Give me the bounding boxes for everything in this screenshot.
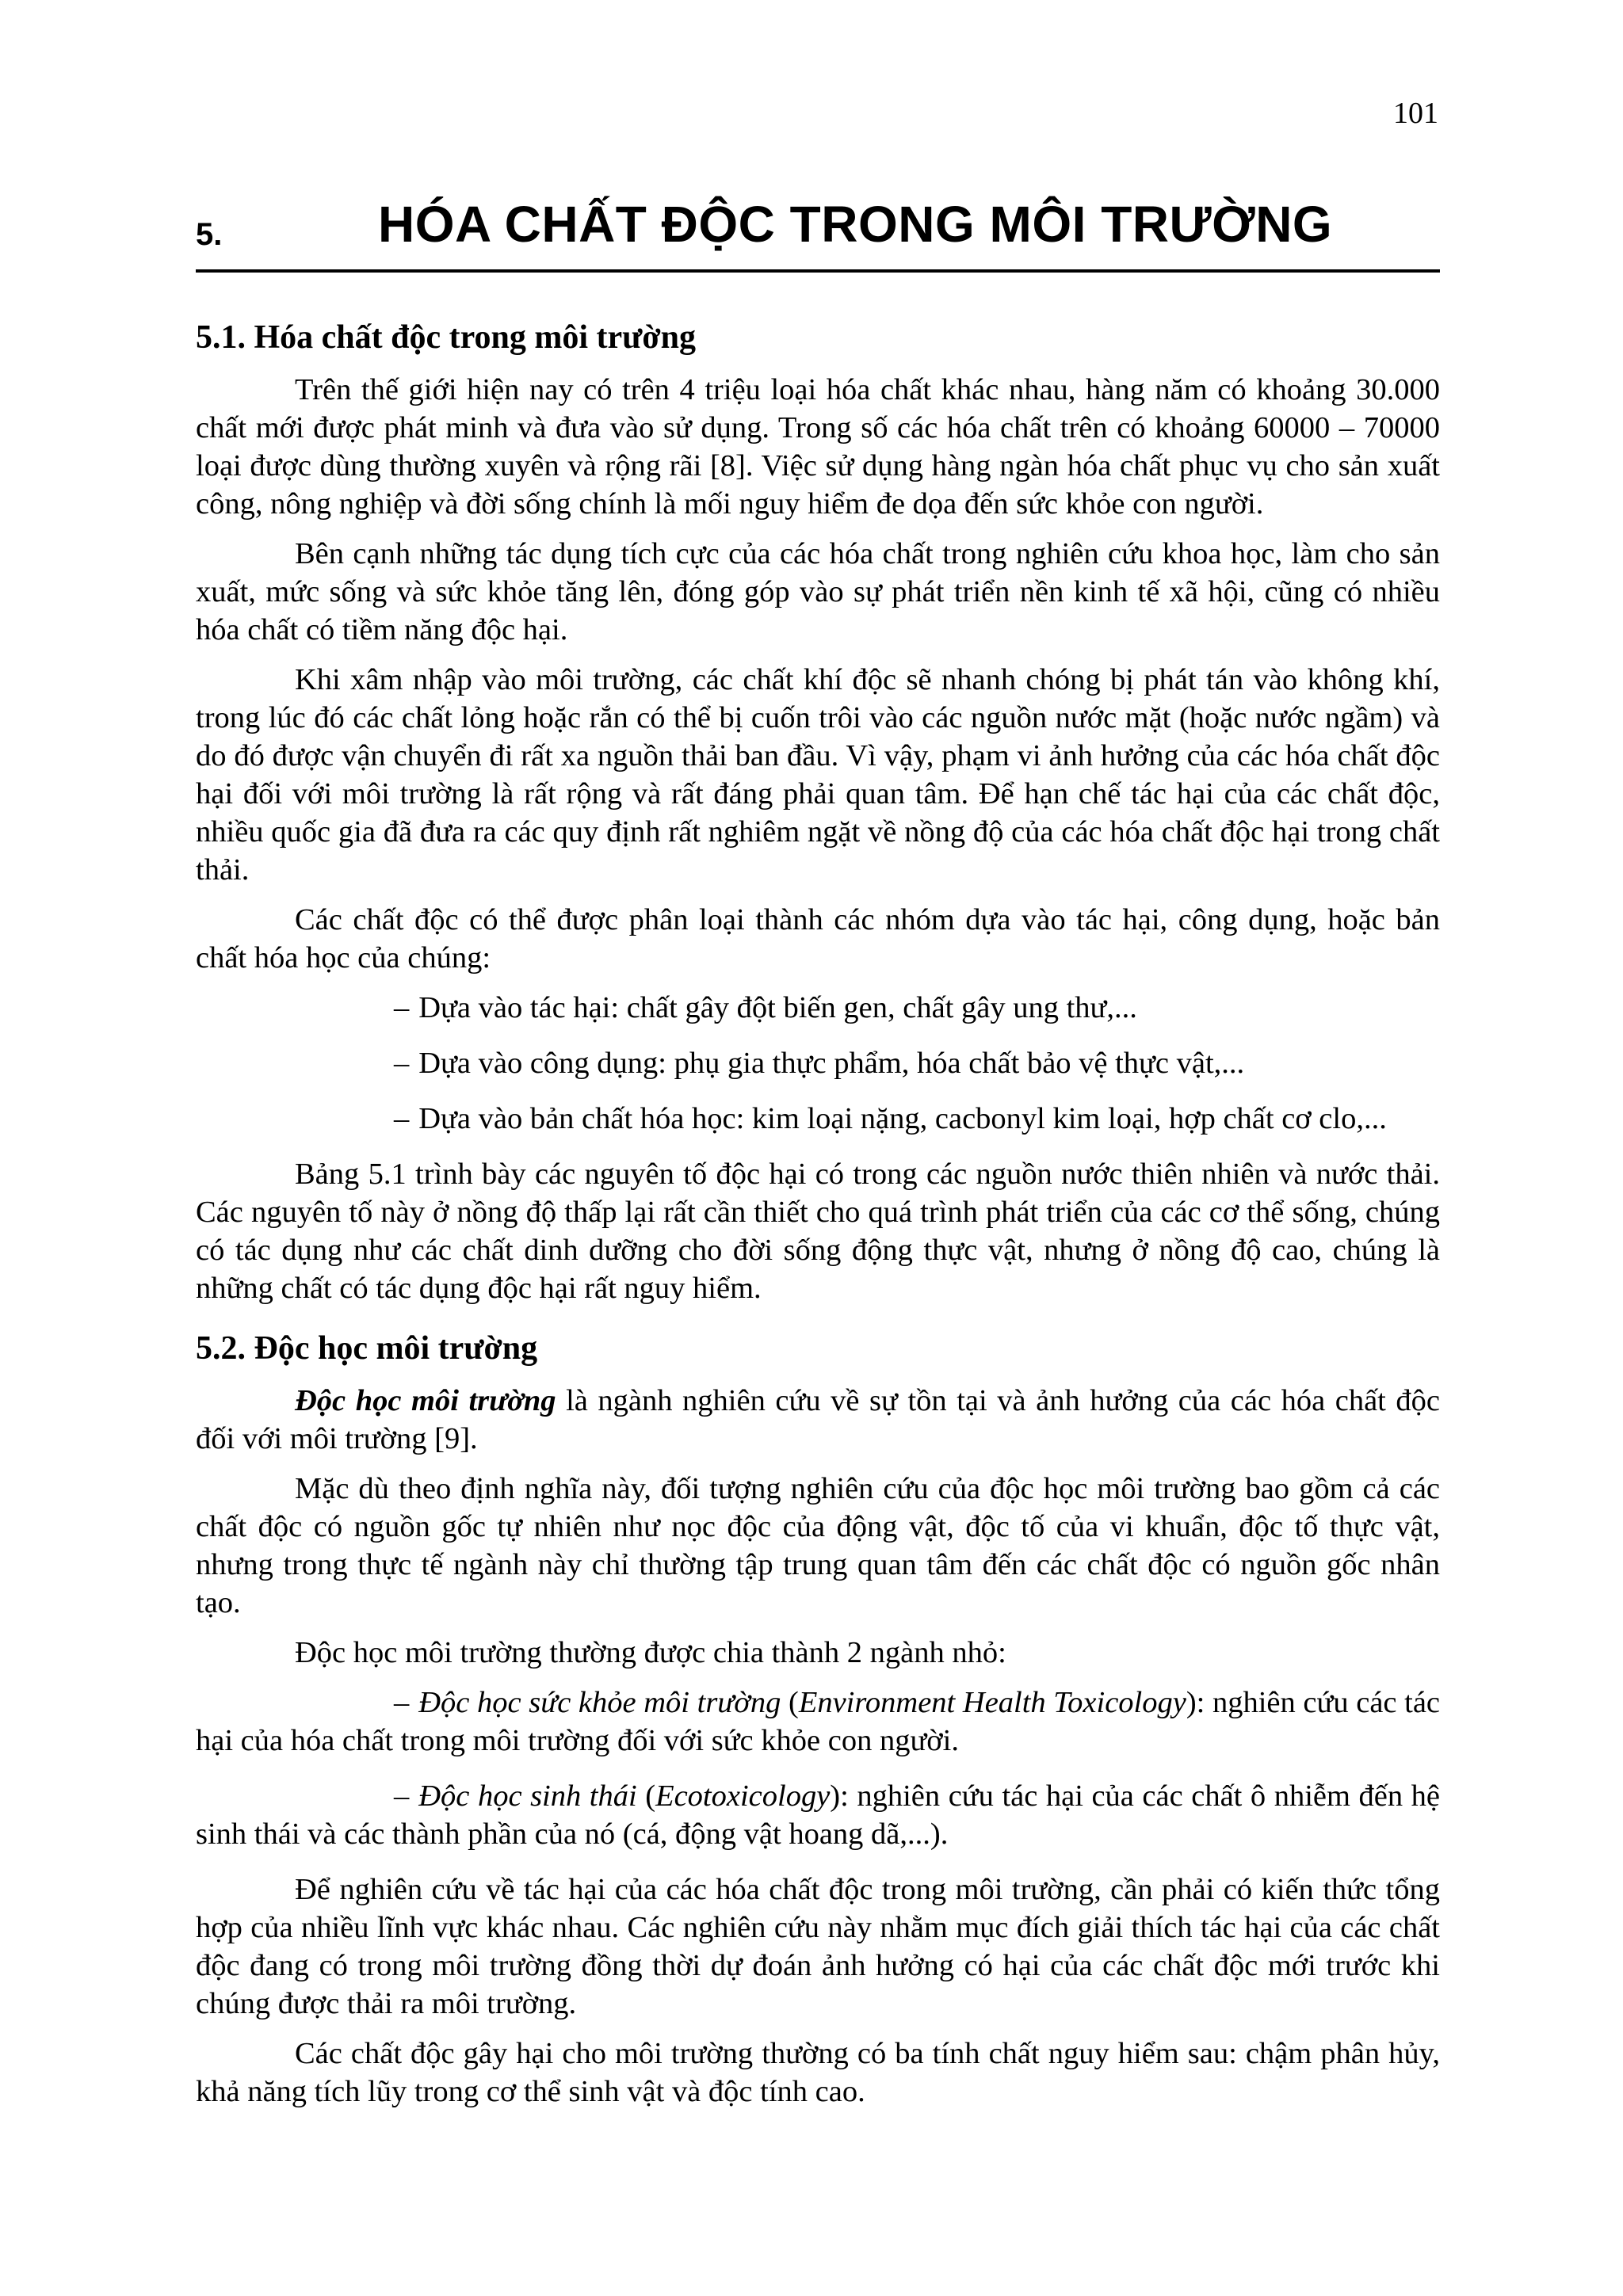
dash-bullet: – xyxy=(394,1779,410,1813)
paragraph: Các chất độc có thể được phân loại thành các nhóm dựa vào tác hại, công dụng, hoặc bản chất hóa học của chúng: xyxy=(196,903,1440,974)
english-term: Ecotoxicology xyxy=(655,1779,831,1813)
english-term: Environment Health Toxicology xyxy=(798,1686,1186,1719)
dash-bullet: – xyxy=(394,1102,410,1135)
page-number: 101 xyxy=(1393,97,1438,130)
section-heading-5-2: 5.2. Độc học môi trường xyxy=(196,1330,538,1367)
list-item xyxy=(196,1044,1440,1082)
chapter-header xyxy=(196,190,1440,273)
list-item xyxy=(196,989,1440,1027)
paragraph: Để nghiên cứu về tác hại của các hóa chất độc trong môi trường, cần phải có kiến thức tổng hợp của nhiều lĩnh vực khác nhau. Các nghiên cứu này nhằm mục đích giải thích tác hại của các chất độc đang có trong môi trường đồng thời dự đoán ảnh hưởng có hại của các chất độc mới trước khi chúng được thải ra môi trường. xyxy=(196,1873,1440,2020)
paragraph: Trên thế giới hiện nay có trên 4 triệu loại hóa chất khác nhau, hàng năm có khoảng 30.000 chất mới được phát minh và đưa vào sử dụng. Trong số các hóa chất trên có khoảng 60000 – 70000 loại được dùng thường xuyên và rộng rãi [8]. Việc sử dụng hàng ngàn hóa chất phục vụ cho sản xuất công, nông nghiệp và đời sống chính là mối nguy hiểm đe dọa đến sức khỏe con người. xyxy=(196,373,1440,521)
dash-bullet: – xyxy=(394,1047,410,1080)
dash-bullet: – xyxy=(394,991,410,1024)
paren-open: ( xyxy=(781,1686,799,1719)
list-item-text: ): nghiên cứu tác hại của các chất ô nhiễm đến hệ sinh thái và các thành phần của nó (cá, động vật hoang dã,...). xyxy=(196,1779,1440,1851)
list-item xyxy=(196,1684,1440,1760)
defined-term: Độc học môi trường xyxy=(295,1384,556,1417)
list-item-text: Dựa vào bản chất hóa học: kim loại nặng, cacbonyl kim loại, hợp chất cơ clo,... xyxy=(418,1102,1387,1135)
chapter-title: HÓA CHẤT ĐỘC TRONG MÔI TRƯỜNG xyxy=(378,196,1333,253)
paragraph: Mặc dù theo định nghĩa này, đối tượng nghiên cứu của độc học môi trường bao gồm cả các chất độc có nguồn gốc tự nhiên như nọc độc của động vật, độc tố của vi khuẩn, độc tố thực vật, nhưng trong thực tế ngành này chỉ thường tập trung quan tâm đến các chất độc có nguồn gốc nhân tạo. xyxy=(196,1472,1440,1619)
list-item-term: Độc học sinh thái xyxy=(418,1779,637,1813)
paragraph: Bảng 5.1 trình bày các nguyên tố độc hại có trong các nguồn nước thiên nhiên và nước thải. Các nguyên tố này ở nồng độ thấp lại rất cần thiết cho quá trình phát triển của các cơ thể sống, chúng có tác dụng như các chất dinh dưỡng cho đời sống động thực vật, nhưng ở nồng độ cao, chúng là những chất có tác dụng độc hại rất nguy hiểm. xyxy=(196,1158,1440,1305)
list-item-text: Dựa vào công dụng: phụ gia thực phẩm, hóa chất bảo vệ thực vật,... xyxy=(418,1047,1245,1080)
page-body xyxy=(196,317,1440,2122)
list-item xyxy=(196,1777,1440,1853)
dash-bullet: – xyxy=(394,1686,410,1719)
paragraph: Khi xâm nhập vào môi trường, các chất khí độc sẽ nhanh chóng bị phát tán vào không khí, trong lúc đó các chất lỏng hoặc rắn có thể bị cuốn trôi vào các nguồn nước mặt (hoặc nước ngầm) và do đó được vận chuyển đi rất xa nguồn thải ban đầu. Vì vậy, phạm vi ảnh hưởng của các hóa chất độc hại đối với môi trường là rất rộng và rất đáng phải quan tâm. Để hạn chế tác hại của các chất độc, nhiều quốc gia đã đưa ra các quy định rất nghiêm ngặt về nồng độ của các hóa chất độc hại trong chất thải. xyxy=(196,663,1440,887)
paren-open: ( xyxy=(636,1779,656,1813)
paragraph-text: là ngành nghiên cứu về sự tồn tại và ảnh hưởng của các hóa chất độc đối với môi trường [9]. xyxy=(196,1384,1440,1455)
paragraph xyxy=(196,1382,1440,1458)
list-item-term: Độc học sức khỏe môi trường xyxy=(418,1686,781,1719)
list-item xyxy=(196,1100,1440,1138)
list-item-text: ): nghiên cứu các tác hại của hóa chất trong môi trường đối với sức khỏe con người. xyxy=(196,1686,1441,1757)
chapter-number: 5. xyxy=(196,217,223,252)
paragraph: Các chất độc gây hại cho môi trường thường có ba tính chất nguy hiểm sau: chậm phân hủy, khả năng tích lũy trong cơ thể sinh vật và độc tính cao. xyxy=(196,2037,1440,2108)
list-item-text: Dựa vào tác hại: chất gây đột biến gen, chất gây ung thư,... xyxy=(418,991,1137,1024)
paragraph: Bên cạnh những tác dụng tích cực của các hóa chất trong nghiên cứu khoa học, làm cho sản xuất, mức sống và sức khỏe tăng lên, đóng góp vào sự phát triển nền kinh tế xã hội, cũng có nhiều hóa chất có tiềm năng độc hại. xyxy=(196,537,1440,646)
paragraph: Độc học môi trường thường được chia thành 2 ngành nhỏ: xyxy=(295,1636,1006,1669)
section-heading-5-1: 5.1. Hóa chất độc trong môi trường xyxy=(196,319,696,356)
